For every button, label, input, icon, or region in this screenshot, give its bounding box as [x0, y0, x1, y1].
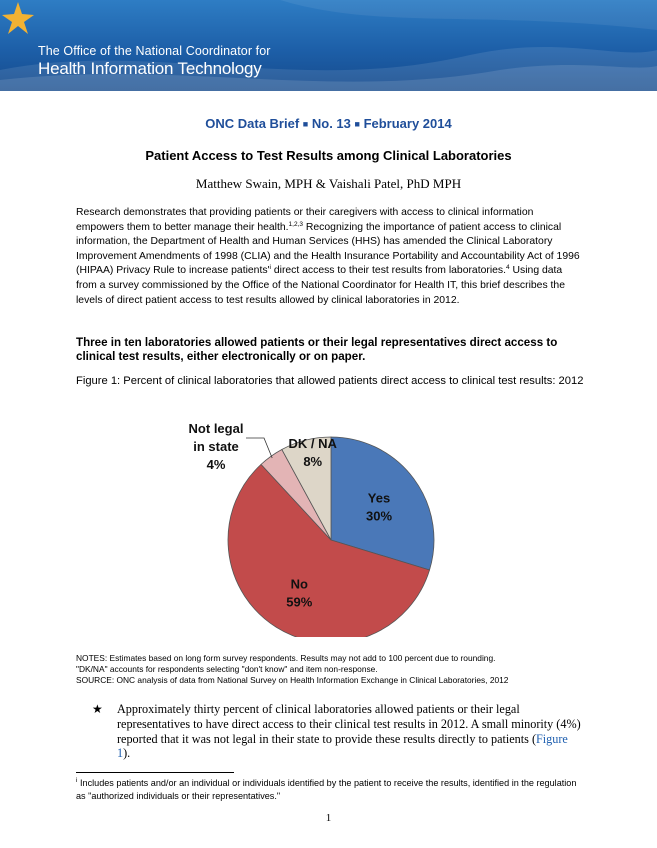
star-bullet-icon: ★	[92, 702, 103, 716]
bullet-text: Approximately thirty percent of clinical laboratories allowed patients or their legal representatives to have direct access to their clinical test results in 2012. A small minority (4%) reported that it was not legal in their state to provide these results directly to patients (	[117, 702, 581, 746]
notes-line: "DK/NA" accounts for respondents selecting "don't know" and item non-response.	[76, 664, 378, 674]
page-number: 1	[325, 812, 332, 824]
authors: Matthew Swain, MPH & Vaishali Patel, PhD MPH	[195, 176, 462, 191]
slice-label-not-legal: in state	[193, 439, 239, 454]
slice-label-no: No	[290, 576, 308, 592]
separator-square: ■	[302, 119, 309, 129]
source-line: SOURCE: ONC analysis of data from National Survey on Health Information Exchange in Clinical Laboratories, 2012	[76, 675, 509, 685]
star-logo-icon	[0, 0, 36, 36]
key-finding-bullet: ★ Approximately thirty percent of clinical laboratories allowed patients or their legal representatives to have direct access to their clinical test results in 2012. A small minority (4%) reported that it was not legal in their state to provide these results directly to patients (Figure 1).	[92, 702, 581, 761]
slice-label-dk-na: DK / NA	[288, 436, 337, 452]
figure-1-link[interactable]: Figure 1	[117, 731, 568, 761]
slice-label-yes: Yes	[367, 490, 391, 506]
figure-caption: Figure 1: Percent of clinical laboratories that allowed patients direct access to clinical test results: 2012	[76, 375, 584, 387]
org-name-line1: The Office of the National Coordinator for	[38, 44, 271, 58]
leader-line	[246, 438, 272, 458]
pie-chart	[176, 415, 446, 637]
footnote-marker: i	[76, 777, 78, 784]
brief-header	[0, 116, 657, 131]
section-heading: Three in ten laboratories allowed patients or their legal representatives direct access to clinical test results, either electronically or on paper.	[76, 336, 558, 363]
header-banner	[0, 0, 657, 91]
intro-paragraph: Research demonstrates that providing patients or their caregivers with access to clinical information empowers them to better manage their health.$^{1,2,3}$ Recognizing the importance of patient access to clinical information, the Department of Health and Human Services (HHS) has amended the Clinical Laboratory Improvement Amendments of 1998 (CLIA) and the Health Insurance Portability and Accountability Act of 1996 (HIPAA) Privacy Rule to increase $patients'^i$ direct access to their test results from laboratories.$^4$ Using data from a survey commissioned by the Office of the National Coordinator for Health IT, this brief describes the levels of direct patient access to test results allowed by clinical laboratories in 2012.	[76, 207, 580, 306]
footnote	[76, 777, 584, 804]
notes-line: NOTES: Estimates based on long form survey respondents. Results may not add to 100 percent due to rounding.	[76, 653, 496, 663]
document-title: Patient Access to Test Results among Clinical Laboratories	[145, 148, 512, 163]
figure-notes	[76, 653, 596, 686]
footnote-text: Includes patients and/or an individual or individuals identified by the patient to receive the results, identified in the regulation as "authorized individuals or their representatives."	[76, 778, 577, 802]
brief-series: ONC Data Brief	[205, 116, 300, 131]
slice-value-not-legal: 4%	[206, 457, 226, 472]
footnote-divider	[76, 772, 234, 773]
brief-number: No. 13	[311, 116, 351, 131]
slice-value-dk-na: 8%	[303, 454, 323, 470]
separator-square: ■	[354, 119, 360, 129]
slice-value-yes: 30%	[365, 508, 393, 524]
slice-value-no: 59%	[286, 594, 313, 610]
brief-date: February 2014	[363, 116, 452, 131]
org-name-line2: Health Information Technology	[38, 59, 262, 78]
slice-label-not-legal: Not legal	[188, 421, 244, 436]
